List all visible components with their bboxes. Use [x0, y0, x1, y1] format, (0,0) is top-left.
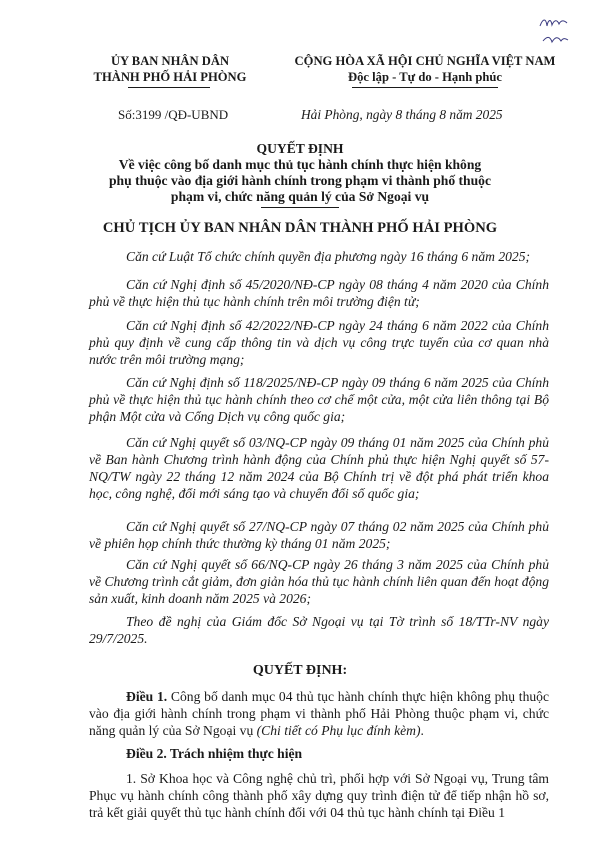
legal-basis-2: Căn cứ Nghị định số 45/2020/NĐ-CP ngày 08 tháng 4 năm 2020 của Chính phủ về thực hiện thủ tục hành chính trên môi trường điện tử; — [89, 277, 549, 309]
article-1-text: Công bố danh mục 04 thủ tục hành chính thực hiện không phụ thuộc vào địa giới hành chính trong phạm vi thành phố Hải Phòng thuộc phạm vi, chức năng quản lý của Sở Ngoại vụ — [89, 689, 550, 738]
legal-basis-7: Căn cứ Nghị quyết số 66/NQ-CP ngày 26 tháng 3 năm 2025 của Chính phủ về Chương trình cắt giảm, đơn giản hóa thủ tục hành chính liên quan đến hoạt động sản xuất, kinh doanh năm 2025 và 2026; — [89, 557, 549, 606]
issuer-underline — [128, 87, 210, 88]
issuer-name-line1: ỦY BAN NHÂN DÂN — [110, 54, 230, 68]
place-and-date: Hải Phòng, ngày 8 tháng 8 năm 2025 — [301, 107, 503, 122]
legal-basis-4: Căn cứ Nghị định số 118/2025/NĐ-CP ngày 09 tháng 6 năm 2025 của Chính phủ về thực hiện thủ tục hành chính theo cơ chế một cửa, một cửa liên thông tại Bộ phận Một cửa và Cổng Dịch vụ công quốc gia; — [89, 375, 549, 424]
decision-title: QUYẾT ĐỊNH — [256, 141, 344, 156]
article-1-note: (Chi tiết có Phụ lục đính kèm) — [256, 723, 421, 738]
article-1 — [89, 688, 549, 739]
national-motto: Độc lập - Tự do - Hạnh phúc — [348, 70, 502, 84]
legal-basis-5: Căn cứ Nghị quyết số 03/NQ-CP ngày 09 tháng 01 năm 2025 của Chính phủ về Ban hành Chương trình hành động của Chính phủ thực hiện Nghị quyết số 57-NQ/TW ngày 22 tháng 12 năm 2024 của Bộ Chính trị về đột phá phát triển khoa học, công nghệ, đổi mới sáng tạo và chuyển đổi số quốc gia; — [89, 435, 549, 501]
signature-initials — [537, 14, 571, 52]
article-1-label: Điều 1. — [126, 689, 168, 704]
issuing-authority: CHỦ TỊCH ỦY BAN NHÂN DÂN THÀNH PHỐ HẢI PHÒNG — [102, 220, 498, 236]
subject-line-1: Về việc công bố danh mục thủ tục hành chính thực hiện không — [118, 157, 482, 172]
title-underline — [261, 207, 339, 208]
article-2-heading: Điều 2. Trách nhiệm thực hiện — [126, 746, 303, 761]
document-number: Số:3199 /QĐ-UBND — [118, 107, 229, 122]
legal-basis-6: Căn cứ Nghị quyết số 27/NQ-CP ngày 07 tháng 02 năm 2025 của Chính phủ về phiên họp chính thức thường kỳ tháng 01 năm 2025; — [89, 519, 549, 551]
motto-underline — [352, 87, 498, 88]
legal-basis-1: Căn cứ Luật Tổ chức chính quyền địa phương ngày 16 tháng 6 năm 2025; — [126, 249, 531, 264]
national-title: CỘNG HÒA XÃ HỘI CHỦ NGHĨA VIỆT NAM — [294, 54, 556, 68]
decision-heading: QUYẾT ĐỊNH: — [252, 663, 348, 678]
subject-line-3: phạm vi, chức năng quản lý của Sở Ngoại vụ — [170, 189, 430, 204]
subject-line-2: phụ thuộc vào địa giới hành chính trong phạm vi thành phố thuộc — [109, 173, 491, 188]
article-1-end: . — [420, 723, 424, 738]
article-2-item-1: 1. Sở Khoa học và Công nghệ chủ trì, phối hợp với Sở Ngoại vụ, Trung tâm Phục vụ hành chính công thành phố xây dựng quy trình điện tử để tiếp nhận hồ sơ, trả kết giải quyết thủ tục hành chính đối với 04 thủ tục hành chính tại Điều 1 — [89, 771, 549, 820]
proposal-basis: Theo đề nghị của Giám đốc Sở Ngoại vụ tại Tờ trình số 18/TTr-NV ngày 29/7/2025. — [89, 614, 549, 646]
issuer-name-line2: THÀNH PHỐ HẢI PHÒNG — [93, 70, 247, 84]
legal-basis-3: Căn cứ Nghị định số 42/2022/NĐ-CP ngày 24 tháng 6 năm 2022 của Chính phủ quy định về cung cấp thông tin và dịch vụ công trực tuyến của cơ quan nhà nước trên môi trường mạng; — [89, 318, 549, 367]
